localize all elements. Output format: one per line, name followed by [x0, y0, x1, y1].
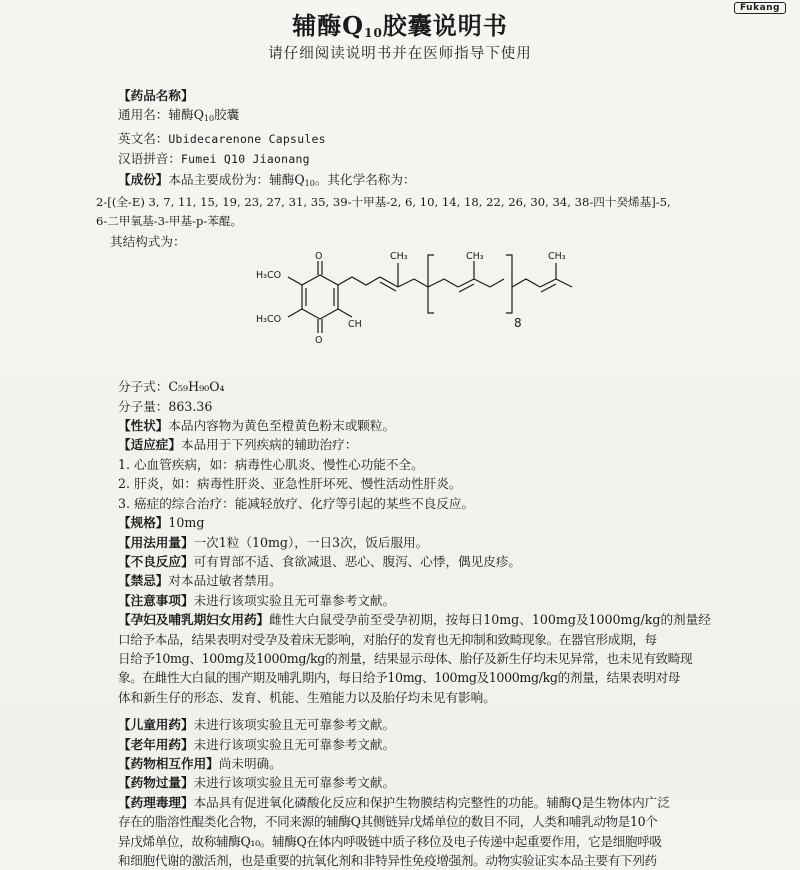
brand-logo: Fukang [734, 2, 786, 14]
section-pregnancy-line-2: 口给予本品，结果表明对受孕及着床无影响，对胎仔的发育也无抑制和致畸现象。在器官形成期，每 [118, 631, 657, 647]
indication-item-2: 2. 肝炎，如：病毒性肝炎、亚急性肝坏死、慢性活动性肝炎。 [118, 476, 462, 492]
generic-name-line: 通用名：辅酶Q10胶囊 [118, 107, 240, 124]
quinone-ring [302, 275, 338, 319]
section-pregnancy-line-5: 体和新生仔的形态、发育、机能、生殖能力以及胎仔均未见有影响。 [118, 689, 496, 705]
section-pharmacology-line-3: 异戊烯单位，故称辅酶Q₁₀。辅酶Q在体内呼吸链中质子移位及电子传递中起重要作用，它是细胞呼吸 [118, 833, 662, 849]
section-adverse: 【不良反应】可有胃部不适、食欲减退、恶心、腹泻、心悸，偶见皮疹。 [118, 553, 521, 569]
section-interactions: 【药物相互作用】尚未明确。 [118, 755, 282, 771]
section-specification: 【规格】10mg [118, 515, 205, 531]
page-title [0, 6, 800, 41]
section-properties: 【性状】本品内容物为黄色至橙黄色粉末或颗粒。 [118, 418, 396, 434]
repeat-bracket-right [506, 255, 512, 313]
weight-line: 分子量：863.36 [118, 398, 213, 414]
indication-item-3: 3. 癌症的综合治疗：能减轻放疗、化疗等引起的某些不良反应。 [118, 495, 475, 511]
section-indications: 【适应症】本品用于下列疾病的辅助治疗： [118, 437, 358, 453]
section-pharmacology-line-4: 和细胞代谢的激活剂，也是重要的抗氧化剂和非特异性免疫增强剂。动物实验证实本品主要有下列药 [118, 853, 657, 868]
title-suffix: 胶囊说明书 [382, 11, 508, 40]
leaflet-body [96, 86, 720, 870]
methyl-label-2: CH₃ [466, 251, 484, 263]
section-pharmacology-line-1: 【药理毒理】本品具有促进氧化磷酸化反应和保护生物膜结构完整性的功能。辅酶Q是生物体内广泛 [118, 794, 670, 810]
methoxy-bottom-label: H₃CO [256, 314, 282, 326]
section-pregnancy-line-1: 【孕妇及哺乳期妇女用药】雌性大白鼠受孕前至受孕初期，按每日10mg、100mg及1000mg/kg的剂量经 [118, 612, 711, 628]
indication-item-1: 1. 心血管疾病，如：病毒性心肌炎、慢性心功能不全。 [118, 456, 424, 472]
section-children: 【儿童用药】未进行该项实验且无可靠参考文献。 [118, 717, 396, 733]
page-subtitle: 请仔细阅读说明书并在医师指导下使用 [268, 46, 532, 62]
drug-name-heading: 【药品名称】 [118, 88, 194, 103]
section-usage: 【用法用量】一次1粒（10mg），一日3次，饭后服用。 [118, 534, 429, 550]
title-prefix: 辅酶Q [292, 11, 365, 40]
title-subscript: 10 [364, 26, 383, 40]
chemical-structure-diagram [248, 247, 588, 373]
section-precautions: 【注意事项】未进行该项实验且无可靠参考文献。 [118, 592, 396, 608]
pinyin-name-line: 汉语拼音：Fumei Q10 Jiaonang [118, 151, 310, 167]
section-elderly: 【老年用药】未进行该项实验且无可靠参考文献。 [118, 736, 396, 752]
section-overdose: 【药物过量】未进行该项实验且无可靠参考文献。 [118, 775, 396, 791]
section-pharmacology-line-2: 存在的脂溶性醌类化合物，不同来源的辅酶Q其侧链异戊烯单位的数目不同，人类和哺乳动物是10个 [118, 814, 658, 830]
structure-label: 其结构式为： [110, 233, 186, 249]
ring-methyl-label: CH [348, 319, 362, 331]
structure-area [118, 251, 720, 377]
formula-line: 分子式：C₅₉H₉₀O₄ [118, 379, 225, 395]
section-contraindications: 【禁忌】对本品过敏者禁用。 [118, 573, 282, 589]
oxygen-bottom-label: O [315, 335, 323, 347]
repeat-count-label: 8 [514, 316, 522, 331]
section-pregnancy-line-3: 日给予10mg、100mg及1000mg/kg的剂量，结果显示母体、胎仔及新生仔均未见异常，也未见有致畸现 [118, 650, 693, 666]
methoxy-top-label: H₃CO [256, 270, 282, 282]
composition-line: 【成份】本品主要成份为：辅酶Q10。其化学名称为： [118, 171, 416, 188]
chemical-name-line-2: 6-二甲氧基-3-甲基-p-苯醌。 [96, 214, 243, 229]
methyl-label-3: CH₃ [548, 251, 566, 263]
methyl-label-1: CH₃ [390, 251, 408, 263]
chemical-name-line-1: 2-[(全-E) 3, 7, 11, 15, 19, 23, 27, 31, 35, 39-十甲基-2, 6, 10, 14, 18, 22, 26, 30, 34, 38-四十癸烯基]-5, [96, 195, 671, 210]
oxygen-top-label: O [315, 251, 323, 263]
section-pregnancy-line-4: 象。在雌性大白鼠的围产期及哺乳期内，每日给予10mg、100mg及1000mg/kg的剂量，结果表明对母 [118, 670, 681, 686]
english-name-line: 英文名：Ubidecarenone Capsules [118, 130, 326, 146]
